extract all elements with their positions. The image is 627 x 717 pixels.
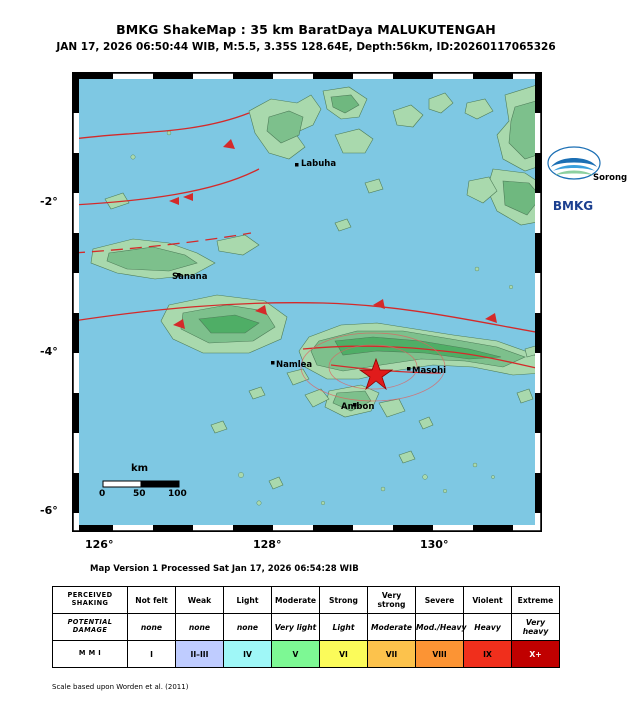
scale-bar-label-100: 100 — [168, 489, 187, 499]
legend-source-note: Scale based upon Worden et al. (2011) — [52, 683, 189, 691]
legend-mmi-2: II–III — [176, 641, 224, 668]
legend-rowhead-potential-damage: POTENTIAL DAMAGE — [53, 614, 128, 641]
legend-damage-3: none — [224, 614, 272, 641]
legend-damage-1: none — [128, 614, 176, 641]
bmkg-logo-text: BMKG — [552, 199, 594, 213]
legend-mmi-7: VIII — [416, 641, 464, 668]
scale-bar-label-0: 0 — [99, 489, 106, 499]
legend-shaking-9: Extreme — [512, 587, 560, 614]
legend-shaking-3: Light — [224, 587, 272, 614]
city-label-ambon: Ambon — [341, 402, 375, 412]
legend-mmi-9: X+ — [512, 641, 560, 668]
x-tick-130: 130° — [420, 538, 449, 551]
legend-mmi-4: V — [272, 641, 320, 668]
legend-shaking-5: Strong — [320, 587, 368, 614]
legend-mmi-3: IV — [224, 641, 272, 668]
legend-damage-7: Mod./Heavy — [416, 614, 464, 641]
y-tick-minus4: -4° — [40, 345, 58, 358]
legend-mmi-5: VI — [320, 641, 368, 668]
y-tick-minus6: -6° — [40, 504, 58, 517]
city-label-sorong: Sorong — [593, 173, 627, 183]
legend-rowhead-perceived-shaking: PERCEIVED SHAKING — [53, 587, 128, 614]
map-version-line: Map Version 1 Processed Sat Jan 17, 2026 06:54:28 WIB — [90, 564, 359, 574]
legend-damage-6: Moderate — [368, 614, 416, 641]
scale-bar-unit: km — [131, 463, 149, 474]
y-tick-minus2: -2° — [40, 195, 58, 208]
page-title: BMKG ShakeMap : 35 km BaratDaya MALUKUTENGAH — [116, 22, 496, 37]
x-tick-126: 126° — [85, 538, 114, 551]
legend-damage-5: Light — [320, 614, 368, 641]
legend-shaking-4: Moderate — [272, 587, 320, 614]
legend-rowhead-mmi: M M I — [53, 641, 128, 668]
event-details: JAN 17, 2026 06:50:44 WIB, M:5.5, 3.35S 128.64E, Depth:56km, ID:20260117065326 — [56, 41, 556, 53]
legend-row-perceived-shaking — [53, 587, 560, 614]
city-label-masohi: Masohi — [412, 366, 447, 376]
legend-damage-2: none — [176, 614, 224, 641]
x-tick-128: 128° — [253, 538, 282, 551]
legend-row-potential-damage — [53, 614, 560, 641]
scale-bar-graphic — [103, 481, 179, 487]
intensity-legend-table — [52, 586, 560, 668]
bmkg-logo — [543, 145, 605, 201]
legend-shaking-6: Very strong — [368, 587, 416, 614]
scale-bar-label-50: 50 — [133, 489, 146, 499]
legend-damage-8: Heavy — [464, 614, 512, 641]
legend-mmi-8: IX — [464, 641, 512, 668]
city-label-namlea: Namlea — [276, 360, 313, 370]
legend-mmi-1: I — [128, 641, 176, 668]
legend-mmi-6: VII — [368, 641, 416, 668]
legend-shaking-7: Severe — [416, 587, 464, 614]
legend-shaking-1: Not felt — [128, 587, 176, 614]
legend-shaking-2: Weak — [176, 587, 224, 614]
shakemap-canvas[interactable] — [72, 72, 627, 532]
legend-shaking-8: Violent — [464, 587, 512, 614]
legend-row-mmi — [53, 641, 560, 668]
city-label-labuha: Labuha — [301, 159, 337, 169]
legend-damage-9: Very heavy — [512, 614, 560, 641]
city-label-sanana: Sanana — [172, 272, 208, 282]
map-title-block — [0, 22, 612, 53]
legend-damage-4: Very light — [272, 614, 320, 641]
